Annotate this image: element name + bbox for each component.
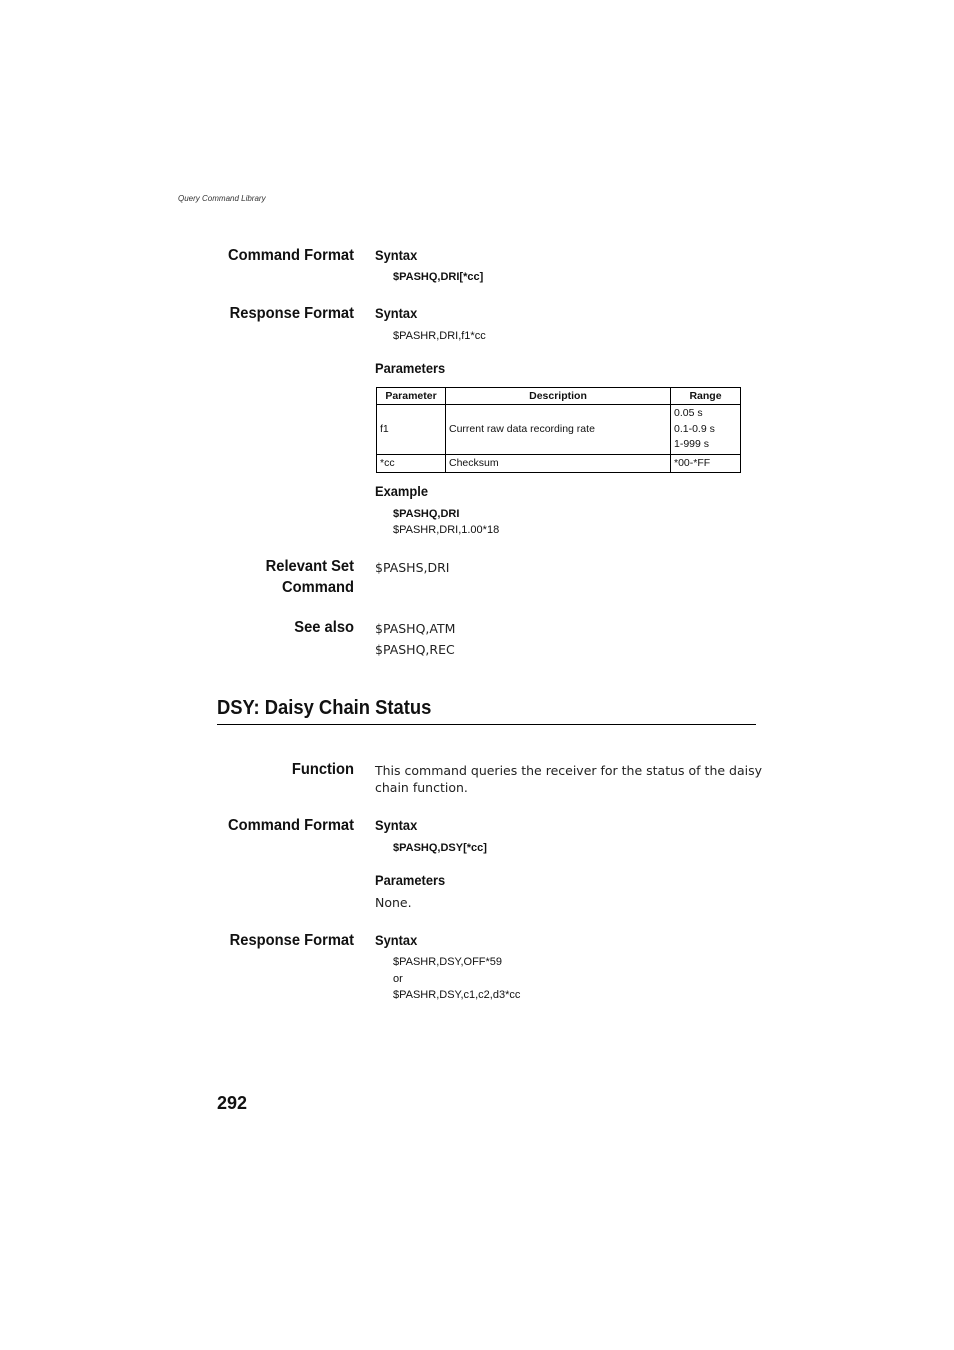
- command-syntax: $PASHQ,DRI[*cc]: [393, 271, 484, 283]
- function-label: Function: [291, 761, 354, 778]
- example-query: $PASHQ,DRI: [393, 508, 460, 520]
- command-format-label: Command Format: [228, 247, 354, 264]
- relevant-set-command-value: $PASHS,DRI: [375, 560, 450, 575]
- command-syntax: $PASHQ,DSY[*cc]: [393, 842, 487, 854]
- cell-description: Checksum: [446, 454, 671, 473]
- response-syntax-line: $PASHR,DSY,c1,c2,d3*cc: [393, 989, 521, 1001]
- parameters-heading: Parameters: [375, 872, 446, 888]
- syntax-heading: Syntax: [375, 817, 418, 833]
- see-also-label: See also: [294, 619, 354, 636]
- section-title: DSY: Daisy Chain Status: [217, 697, 432, 719]
- table-row: [377, 454, 741, 473]
- see-also-list: [375, 620, 455, 658]
- see-also-item: $PASHQ,REC: [375, 642, 455, 657]
- cell-parameter: f1: [377, 405, 446, 455]
- response-syntax-line: $PASHR,DSY,OFF*59: [393, 956, 503, 968]
- relevant-set-command-label: [170, 556, 354, 598]
- page-number: 292: [217, 1093, 248, 1113]
- table-row: [377, 405, 741, 455]
- command-format-label: Command Format: [228, 817, 354, 834]
- syntax-heading: Syntax: [375, 932, 418, 948]
- cell-parameter: *cc: [377, 454, 446, 473]
- cell-range: [671, 454, 741, 473]
- section-divider: [217, 724, 756, 725]
- response-format-label: Response Format: [229, 932, 354, 949]
- function-text-line: chain function.: [375, 780, 468, 795]
- relevant-set-label-line: Relevant Set: [265, 558, 354, 575]
- cell-range: [671, 405, 741, 455]
- example-heading: Example: [375, 483, 428, 499]
- range-line: 0.1-0.9 s: [674, 422, 715, 435]
- relevant-set-label-line: Command: [282, 579, 354, 596]
- parameters-heading: Parameters: [375, 360, 446, 376]
- table-header-row: [377, 388, 741, 405]
- response-syntax-block: [393, 954, 520, 1004]
- parameters-table: [376, 387, 741, 473]
- function-description: [375, 762, 762, 796]
- running-header: Query Command Library: [178, 194, 266, 203]
- response-format-label: Response Format: [229, 305, 354, 322]
- column-header-range: Range: [671, 388, 741, 405]
- example-response: $PASHR,DRI,1.00*18: [393, 524, 500, 536]
- syntax-heading: Syntax: [375, 247, 418, 263]
- function-text-line: This command queries the receiver for the status of the daisy: [375, 763, 763, 778]
- range-line: 0.05 s: [674, 407, 703, 419]
- response-syntax: $PASHR,DRI,f1*cc: [393, 330, 486, 342]
- response-syntax-line: or: [393, 972, 403, 985]
- see-also-item: $PASHQ,ATM: [375, 621, 456, 636]
- column-header-description: Description: [446, 388, 671, 405]
- column-header-parameter: Parameter: [377, 388, 446, 405]
- range-line: 1-999 s: [674, 438, 710, 450]
- range-line: *00-*FF: [674, 456, 711, 469]
- parameters-value: None.: [375, 895, 412, 910]
- syntax-heading: Syntax: [375, 305, 418, 321]
- cell-description: Current raw data recording rate: [446, 405, 671, 455]
